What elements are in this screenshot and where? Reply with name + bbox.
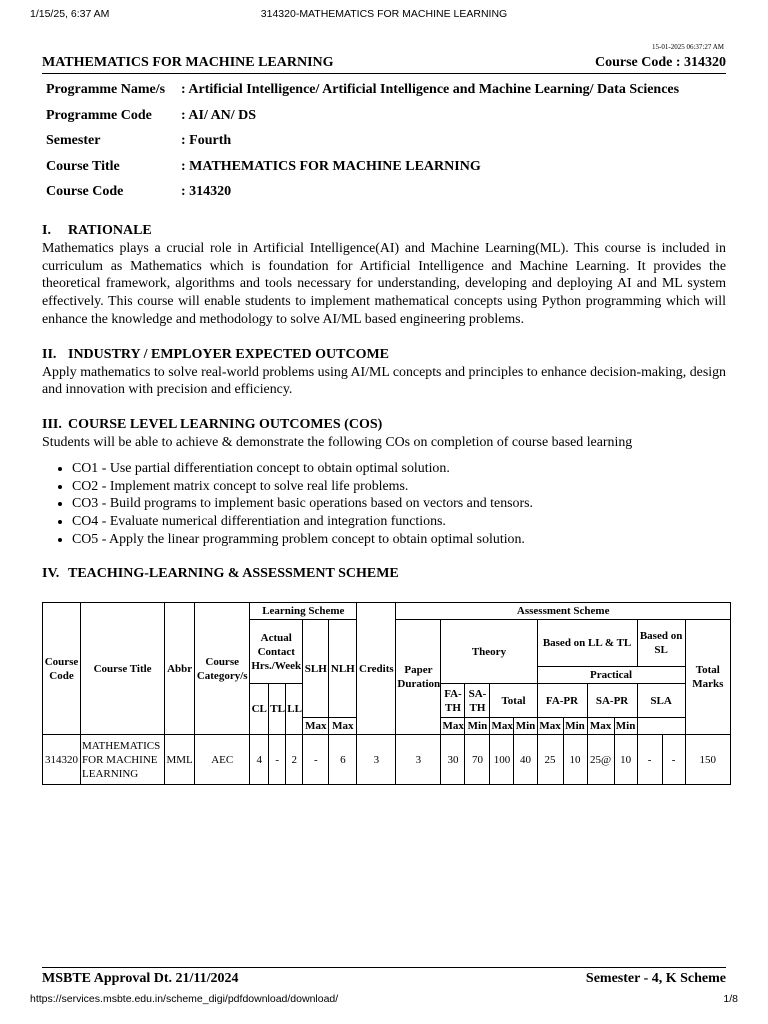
th-actual-contact: Actual Contact Hrs./Week bbox=[250, 620, 303, 684]
th-theory: Theory bbox=[441, 620, 537, 684]
meta-row-programme-name bbox=[46, 82, 679, 108]
meta-value: : AI/ AN/ DS bbox=[181, 107, 257, 123]
list-item: • CO4 - Evaluate numerical differentiation and integration functions. bbox=[72, 513, 726, 531]
list-item: • CO2 - Implement matrix concept to solve real life problems. bbox=[72, 478, 726, 496]
section-number: IV. bbox=[42, 565, 60, 581]
th-min: Min bbox=[563, 718, 587, 735]
scheme-table bbox=[42, 602, 731, 785]
th-max: Max bbox=[490, 718, 514, 735]
approval-date: MSBTE Approval Dt. 21/11/2024 bbox=[42, 971, 239, 986]
cell-sla-max: - bbox=[637, 735, 662, 785]
th-max: Max bbox=[537, 718, 563, 735]
th-fa-th: FA- TH bbox=[441, 684, 465, 718]
course-meta bbox=[46, 82, 679, 210]
th-max: Max bbox=[441, 718, 465, 735]
th-assessment-scheme: Assessment Scheme bbox=[396, 603, 731, 620]
th-practical: Practical bbox=[537, 667, 685, 684]
th-nlh: NLH bbox=[329, 620, 357, 718]
cell-ll: 2 bbox=[286, 735, 303, 785]
th-course-code: Course Code bbox=[43, 603, 81, 735]
section-title: INDUSTRY / EMPLOYER EXPECTED OUTCOME bbox=[68, 346, 390, 362]
th-sa-th: SA- TH bbox=[465, 684, 490, 718]
th-tl: TL bbox=[269, 684, 286, 735]
section-title: COURSE LEVEL LEARNING OUTCOMES (COS) bbox=[68, 417, 383, 433]
th-ll: LL bbox=[286, 684, 303, 735]
meta-row-course-code bbox=[46, 184, 679, 210]
th-paper-duration: Paper Duration bbox=[396, 620, 441, 735]
print-url: https://services.msbte.edu.in/scheme_digi/pdfdownload/download/ bbox=[30, 993, 339, 1005]
cell-cl: 4 bbox=[250, 735, 269, 785]
meta-value: : Fourth bbox=[181, 133, 232, 148]
th-min: Min bbox=[465, 718, 490, 735]
meta-row-semester bbox=[46, 133, 679, 159]
meta-value: : 314320 bbox=[181, 184, 232, 199]
th-total: Total bbox=[490, 684, 537, 718]
cell-fa-th-max: 30 bbox=[441, 735, 465, 785]
th-max: Max bbox=[303, 718, 329, 735]
list-item: • CO3 - Build programs to implement basic operations based on vectors and tensors. bbox=[72, 495, 726, 513]
cos-list bbox=[42, 460, 726, 549]
cell-nlh: 6 bbox=[329, 735, 357, 785]
meta-value: : MATHEMATICS FOR MACHINE LEARNING bbox=[181, 158, 481, 174]
th-based-sl: Based on SL bbox=[637, 620, 685, 667]
cell-abbr: MML bbox=[165, 735, 195, 785]
cell-sa-pr-min: 10 bbox=[614, 735, 637, 785]
cell-code: 314320 bbox=[43, 735, 81, 785]
meta-row-programme-code bbox=[46, 108, 679, 134]
cell-total-min: 40 bbox=[514, 735, 537, 785]
cell-sa-th-max: 70 bbox=[465, 735, 490, 785]
th-based-ll-tl: Based on LL & TL bbox=[537, 620, 637, 667]
rationale-text: Mathematics plays a crucial role in Artificial Intelligence(AI) and Machine Learning(ML). This course is included in curriculum as Mathematics which is foundation for Artificial Intelligence and Machine Learning. It provides the theoretical framework, algorithms and tools necessary for understanding, developing and deploying AI and ML system effectively. This course will enable students to implement mathematical concepts using Python programming which will enhance the knowledge and methodology to solve AI/ML based engineering problems. bbox=[42, 240, 726, 327]
th-max: Max bbox=[587, 718, 614, 735]
th-sa-pr: SA-PR bbox=[587, 684, 637, 718]
th-max: Max bbox=[329, 718, 357, 735]
cell-slh: - bbox=[303, 735, 329, 785]
cell-sla-min: - bbox=[662, 735, 685, 785]
page-indicator: 1/8 bbox=[723, 993, 738, 1005]
document-header bbox=[42, 53, 726, 74]
cell-category: AEC bbox=[195, 735, 250, 785]
document-footer bbox=[42, 967, 726, 990]
th-course-title: Course Title bbox=[81, 603, 165, 735]
cell-fa-pr-max: 25 bbox=[537, 735, 563, 785]
table-row bbox=[43, 735, 731, 785]
industry-outcome-text: Apply mathematics to solve real-world problems using AI/ML concepts and principles to enhance decision-making, design and innovation with precision and efficiency. bbox=[42, 364, 726, 398]
cell-credits: 3 bbox=[357, 735, 396, 785]
th-abbr: Abbr bbox=[165, 603, 195, 735]
list-item: • CO5 - Apply the linear programming problem concept to obtain optimal solution. bbox=[72, 531, 726, 549]
cell-fa-pr-min: 10 bbox=[563, 735, 587, 785]
th-min: Min bbox=[514, 718, 537, 735]
th-course-category: Course Category/s bbox=[195, 603, 250, 735]
cell-duration: 3 bbox=[396, 735, 441, 785]
browser-print-footer bbox=[30, 993, 738, 1007]
list-item: • CO1 - Use partial differentiation concept to obtain optimal solution. bbox=[72, 460, 726, 478]
meta-row-course-title bbox=[46, 159, 679, 185]
section-number: III. bbox=[42, 417, 62, 433]
print-datetime: 1/15/25, 6:37 AM bbox=[30, 8, 110, 20]
print-tab-title: 314320-MATHEMATICS FOR MACHINE LEARNING bbox=[260, 8, 508, 20]
meta-key: Semester bbox=[46, 133, 101, 148]
document-body bbox=[42, 222, 726, 583]
section-heading-industry-outcome bbox=[42, 346, 726, 364]
semester-scheme: Semester - 4, K Scheme bbox=[585, 971, 726, 986]
section-number: II. bbox=[42, 346, 57, 362]
cell-title: MATHEMATICS FOR MACHINE LEARNING bbox=[81, 735, 165, 785]
th-total-marks: Total Marks bbox=[685, 620, 730, 735]
section-title: RATIONALE bbox=[68, 223, 152, 238]
th-sla: SLA bbox=[637, 684, 685, 718]
meta-value: : Artificial Intelligence/ Artificial Intelligence and Machine Learning/ Data Sciences bbox=[181, 82, 680, 97]
browser-print-header bbox=[30, 8, 738, 22]
th-credits: Credits bbox=[357, 603, 396, 735]
cell-total-marks: 150 bbox=[685, 735, 730, 785]
document-course-code: Course Code : 314320 bbox=[594, 55, 726, 70]
th-learning-scheme: Learning Scheme bbox=[250, 603, 357, 620]
meta-key: Course Code bbox=[46, 184, 124, 199]
cos-intro: Students will be able to achieve & demonstrate the following COs on completion of course based learning bbox=[42, 434, 633, 450]
meta-key: Programme Code bbox=[46, 107, 152, 123]
meta-key: Programme Name/s bbox=[46, 82, 166, 97]
section-number: I. bbox=[42, 223, 51, 238]
th-slh: SLH bbox=[303, 620, 329, 718]
th-min: Min bbox=[614, 718, 637, 735]
cell-sa-pr-max: 25@ bbox=[587, 735, 614, 785]
generated-timestamp: 15-01-2025 06:37:27 AM bbox=[652, 43, 724, 51]
cell-total-max: 100 bbox=[490, 735, 514, 785]
section-heading-scheme bbox=[42, 565, 726, 583]
meta-key: Course Title bbox=[46, 158, 120, 174]
th-cl: CL bbox=[250, 684, 269, 735]
cell-tl: - bbox=[269, 735, 286, 785]
section-title: TEACHING-LEARNING & ASSESSMENT SCHEME bbox=[68, 565, 399, 581]
th-fa-pr: FA-PR bbox=[537, 684, 587, 718]
section-heading-rationale bbox=[42, 222, 726, 240]
document-title: MATHEMATICS FOR MACHINE LEARNING bbox=[42, 55, 334, 70]
section-heading-cos bbox=[42, 416, 726, 434]
